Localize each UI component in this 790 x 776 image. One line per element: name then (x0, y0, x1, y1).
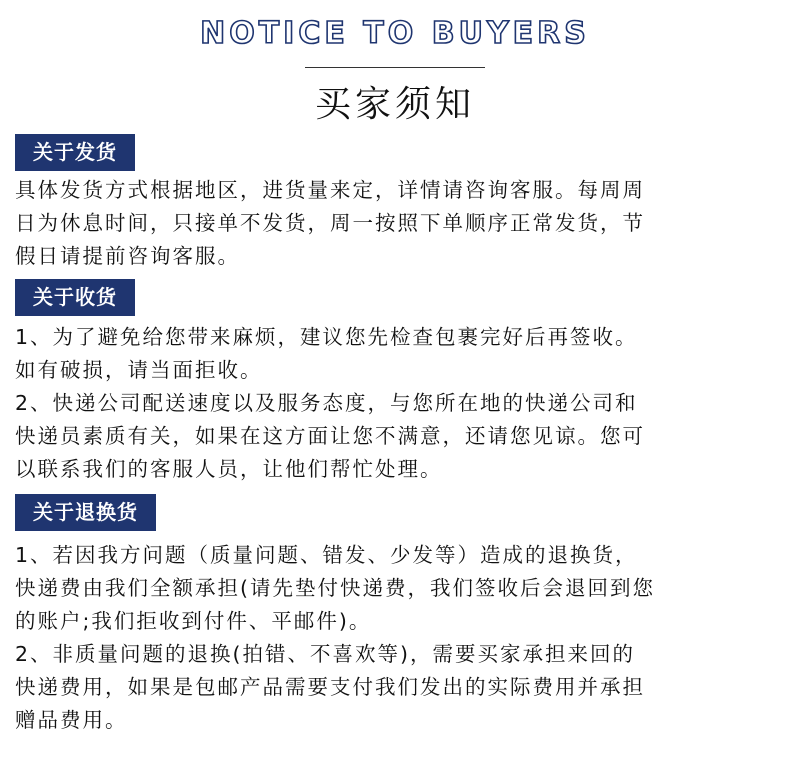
text-line: 快递费用，如果是包邮产品需要支付我们发出的实际费用并承担 (15, 675, 645, 699)
section-returns (15, 494, 785, 737)
text-line: 假日请提前咨询客服。 (15, 244, 240, 268)
text-line: 2、快递公司配送速度以及服务态度，与您所在地的快递公司和 (15, 391, 638, 415)
text-line: 的账户;我们拒收到付件、平邮件)。 (15, 609, 372, 633)
text-line: 1、为了避免给您带来麻烦，建议您先检查包裹完好后再签收。 (15, 325, 638, 349)
text-line: 2、非质量问题的退换(拍错、不喜欢等)，需要买家承担来回的 (15, 642, 636, 666)
text-line: 如有破损，请当面拒收。 (15, 358, 263, 382)
text-line: 赠品费用。 (15, 708, 128, 732)
chinese-title: 买家须知 (314, 84, 475, 125)
section-body-receiving (15, 321, 785, 486)
title-divider (305, 67, 485, 68)
text-line: 日为休息时间，只接单不发货，周一按照下单顺序正常发货，节 (15, 211, 645, 235)
section-body-shipping (15, 174, 785, 273)
section-shipping (15, 134, 785, 273)
text-line: 1、若因我方问题（质量问题、错发、少发等）造成的退换货， (15, 543, 638, 567)
section-heading-returns: 关于退换货 (15, 494, 156, 531)
text-line: 快递费由我们全额承担(请先垫付快递费，我们签收后会退回到您 (15, 576, 655, 600)
text-line: 具体发货方式根据地区，进货量来定，详情请咨询客服。每周周 (15, 178, 645, 202)
text-line: 快递员素质有关，如果在这方面让您不满意，还请您见谅。您可 (15, 424, 645, 448)
section-body-returns (15, 539, 785, 737)
english-title: NOTICE TO BUYERS (200, 16, 590, 51)
section-heading-receiving: 关于收货 (15, 279, 135, 316)
section-heading-shipping: 关于发货 (15, 134, 135, 171)
text-line: 以联系我们的客服人员，让他们帮忙处理。 (15, 457, 443, 481)
section-receiving (15, 279, 785, 486)
